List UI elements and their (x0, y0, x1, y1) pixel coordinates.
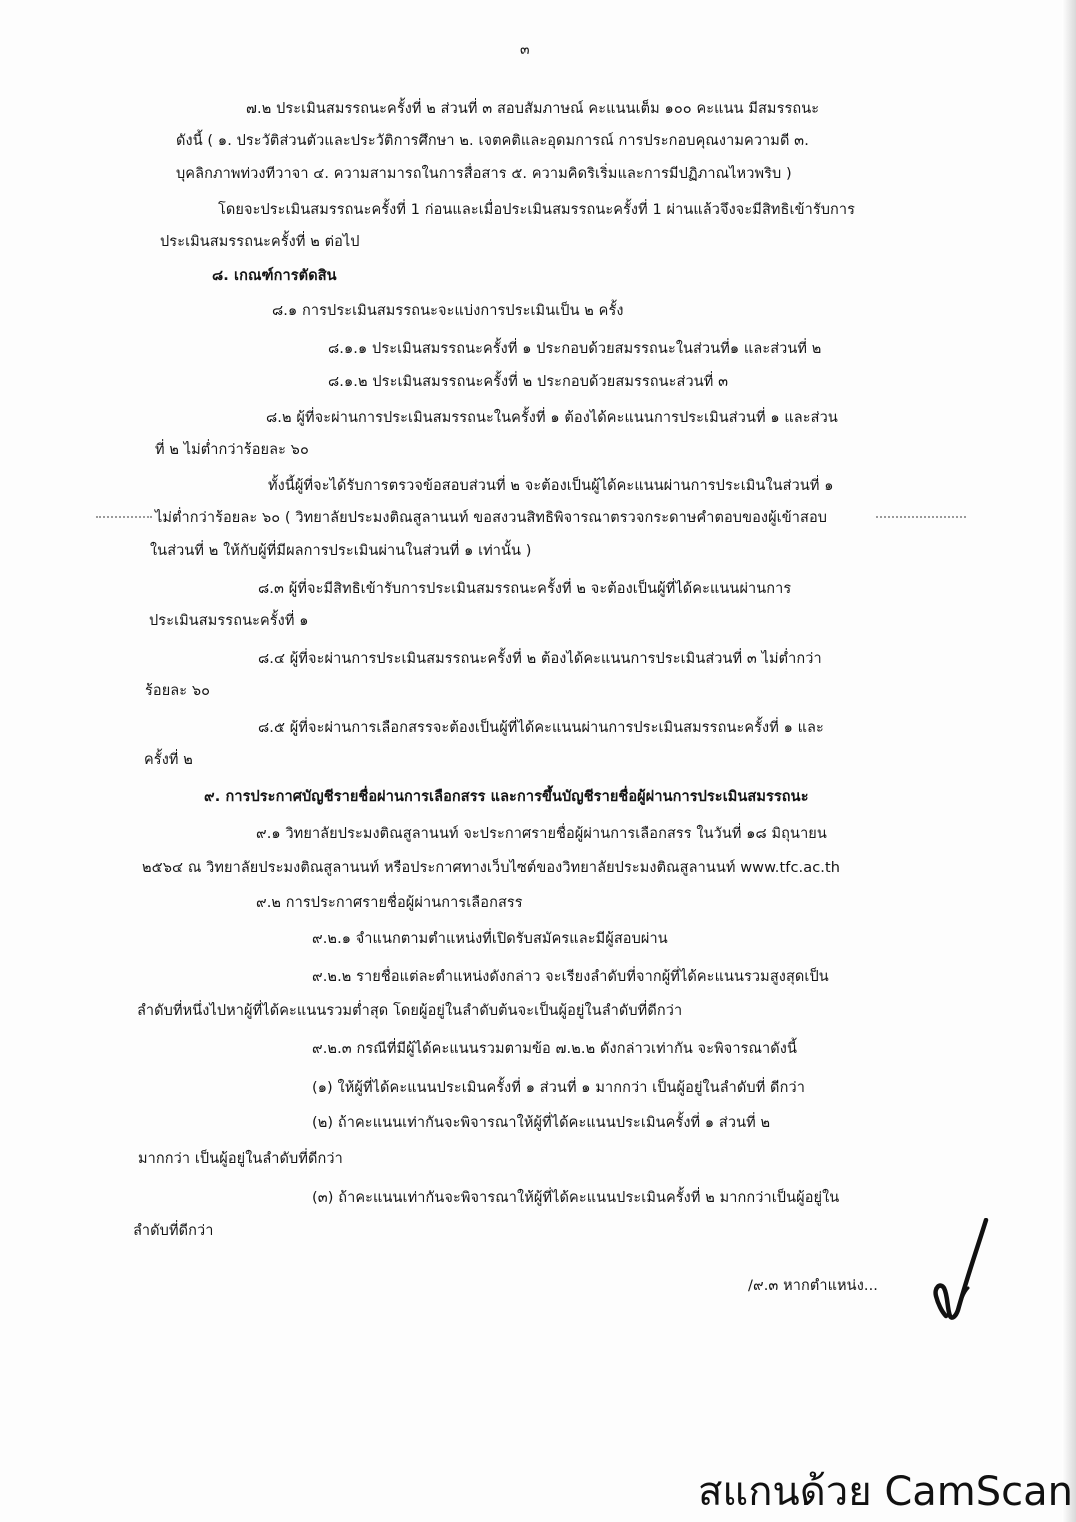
text-line: (๓) ถ้าคะแนนเท่ากันจะพิจารณาให้ผู้ที่ได้คะแนนประเมินครั้งที่ ๒ มากกว่าเป็นผู้อยู่ใน (312, 1190, 840, 1206)
signature-mark (920, 1218, 1000, 1328)
text-line: มากกว่า เป็นผู้อยู่ในลำดับที่ดีกว่า (138, 1151, 343, 1167)
text-line: ทั้งนี้ผู้ที่จะได้รับการตรวจข้อสอบส่วนที่ ๒ จะต้องเป็นผู้ได้คะแนนผ่านการประเมินในส่วนที่ ๑ (268, 478, 834, 494)
scan-artifact (96, 516, 152, 518)
scan-edge-shadow (1062, 0, 1076, 1522)
text-line: ที่ ๒ ไม่ต่ำกว่าร้อยละ ๖๐ (155, 442, 309, 458)
text-line: ๗.๒ ประเมินสมรรถนะครั้งที่ ๒ ส่วนที่ ๓ สอบสัมภาษณ์ คะแนนเต็ม ๑๐๐ คะแนน มีสมรรถนะ (246, 101, 820, 117)
text-line: ๘.๕ ผู้ที่จะผ่านการเลือกสรรจะต้องเป็นผู้ที่ได้คะแนนผ่านการประเมินสมรรถนะครั้งที่ ๑ และ (258, 720, 824, 736)
text-line: ๘.๑ การประเมินสมรรถนะจะแบ่งการประเมินเป็น ๒ ครั้ง (272, 303, 624, 319)
text-line: โดยจะประเมินสมรรถนะครั้งที่ 1 ก่อนและเมื่อประเมินสมรรถนะครั้งที่ 1 ผ่านแล้วจึงจะมีสิทธิเข้ารับการ (218, 202, 856, 218)
text-line: ๙.๒.๒ รายชื่อแต่ละตำแหน่งดังกล่าว จะเรียงลำดับที่จากผู้ที่ได้คะแนนรวมสูงสุดเป็น (312, 969, 829, 985)
text-line: (๒) ถ้าคะแนนเท่ากันจะพิจารณาให้ผู้ที่ได้คะแนนประเมินครั้งที่ ๑ ส่วนที่ ๒ (312, 1115, 771, 1131)
text-line: บุคลิกภาพท่วงทีวาจา ๔. ความสามารถในการสื่อสาร ๕. ความคิดริเริ่มและการมีปฏิภาณไหวพริบ ) (176, 166, 792, 182)
text-line: ๘.๔ ผู้ที่จะผ่านการประเมินสมรรถนะครั้งที่ ๒ ต้องได้คะแนนการประเมินส่วนที่ ๓ ไม่ต่ำกว่า (258, 651, 822, 667)
text-line: ลำดับที่หนึ่งไปหาผู้ที่ได้คะแนนรวมต่ำสุด โดยผู้อยู่ในลำดับต้นจะเป็นผู้อยู่ในลำดับที่ดีกว่า (137, 1003, 683, 1019)
text-line: ในส่วนที่ ๒ ให้กับผู้ที่มีผลการประเมินผ่านในส่วนที่ ๑ เท่านั้น ) (150, 543, 532, 559)
section-heading: ๙. การประกาศบัญชีรายชื่อผ่านการเลือกสรร และการขึ้นบัญชีรายชื่อผู้ผ่านการประเมินสมรรถนะ (204, 789, 809, 805)
text-line: ๙.๑ วิทยาลัยประมงติณสูลานนท์ จะประกาศรายชื่อผู้ผ่านการเลือกสรร ในวันที่ ๑๘ มิถุนายน (256, 826, 827, 842)
text-line: ๘.๒ ผู้ที่จะผ่านการประเมินสมรรถนะในครั้งที่ ๑ ต้องได้คะแนนการประเมินส่วนที่ ๑ และส่วน (266, 410, 838, 426)
scan-artifact (876, 516, 966, 518)
text-line: ร้อยละ ๖๐ (145, 683, 211, 699)
text-line: ประเมินสมรรถนะครั้งที่ ๑ (149, 613, 309, 629)
camscanner-watermark: สแกนด้วย CamScan (698, 1470, 1073, 1515)
page-number: ๓ (520, 42, 530, 58)
text-line: ๙.๒.๑ จำแนกตามตำแหน่งที่เปิดรับสมัครและมีผู้สอบผ่าน (312, 931, 668, 947)
text-line: ๘.๓ ผู้ที่จะมีสิทธิเข้ารับการประเมินสมรรถนะครั้งที่ ๒ จะต้องเป็นผู้ที่ได้คะแนนผ่านการ (258, 581, 792, 597)
text-line: ประเมินสมรรถนะครั้งที่ ๒ ต่อไป (160, 234, 360, 250)
text-line: ๒๕๖๔ ณ วิทยาลัยประมงติณสูลานนท์ หรือประกาศทางเว็บไซต์ของวิทยาลัยประมงติณสูลานนท์ www.tfc.ac.th (142, 860, 841, 876)
text-line: ๙.๒.๓ กรณีที่มีผู้ได้คะแนนรวมตามข้อ ๗.๒.๒ ดังกล่าวเท่ากัน จะพิจารณาดังนี้ (312, 1041, 797, 1057)
text-line: ๙.๒ การประกาศรายชื่อผู้ผ่านการเลือกสรร (256, 895, 523, 911)
text-line: ลำดับที่ดีกว่า (133, 1223, 214, 1239)
text-line: ๘.๑.๒ ประเมินสมรรถนะครั้งที่ ๒ ประกอบด้วยสมรรถนะส่วนที่ ๓ (328, 374, 729, 390)
text-line: (๑) ให้ผู้ที่ได้คะแนนประเมินครั้งที่ ๑ ส่วนที่ ๑ มากกว่า เป็นผู้อยู่ในลำดับที่ ดีกว่า (312, 1080, 805, 1096)
continuation-note: /๙.๓ หากตำแหน่ง... (748, 1278, 878, 1294)
text-line: ไม่ต่ำกว่าร้อยละ ๖๐ ( วิทยาลัยประมงติณสูลานนท์ ขอสงวนสิทธิพิจารณาตรวจกระดาษคำตอบของผู้เข้าสอบ (155, 510, 828, 526)
text-line: ดังนี้ ( ๑. ประวัติส่วนตัวและประวัติการศึกษา ๒. เจตคติและอุดมการณ์ การประกอบคุณงามความดี ๓. (176, 133, 809, 149)
section-heading: ๘. เกณฑ์การตัดสิน (212, 268, 337, 284)
text-line: ๘.๑.๑ ประเมินสมรรถนะครั้งที่ ๑ ประกอบด้วยสมรรถนะในส่วนที่๑ และส่วนที่ ๒ (328, 341, 822, 357)
text-line: ครั้งที่ ๒ (144, 752, 193, 768)
